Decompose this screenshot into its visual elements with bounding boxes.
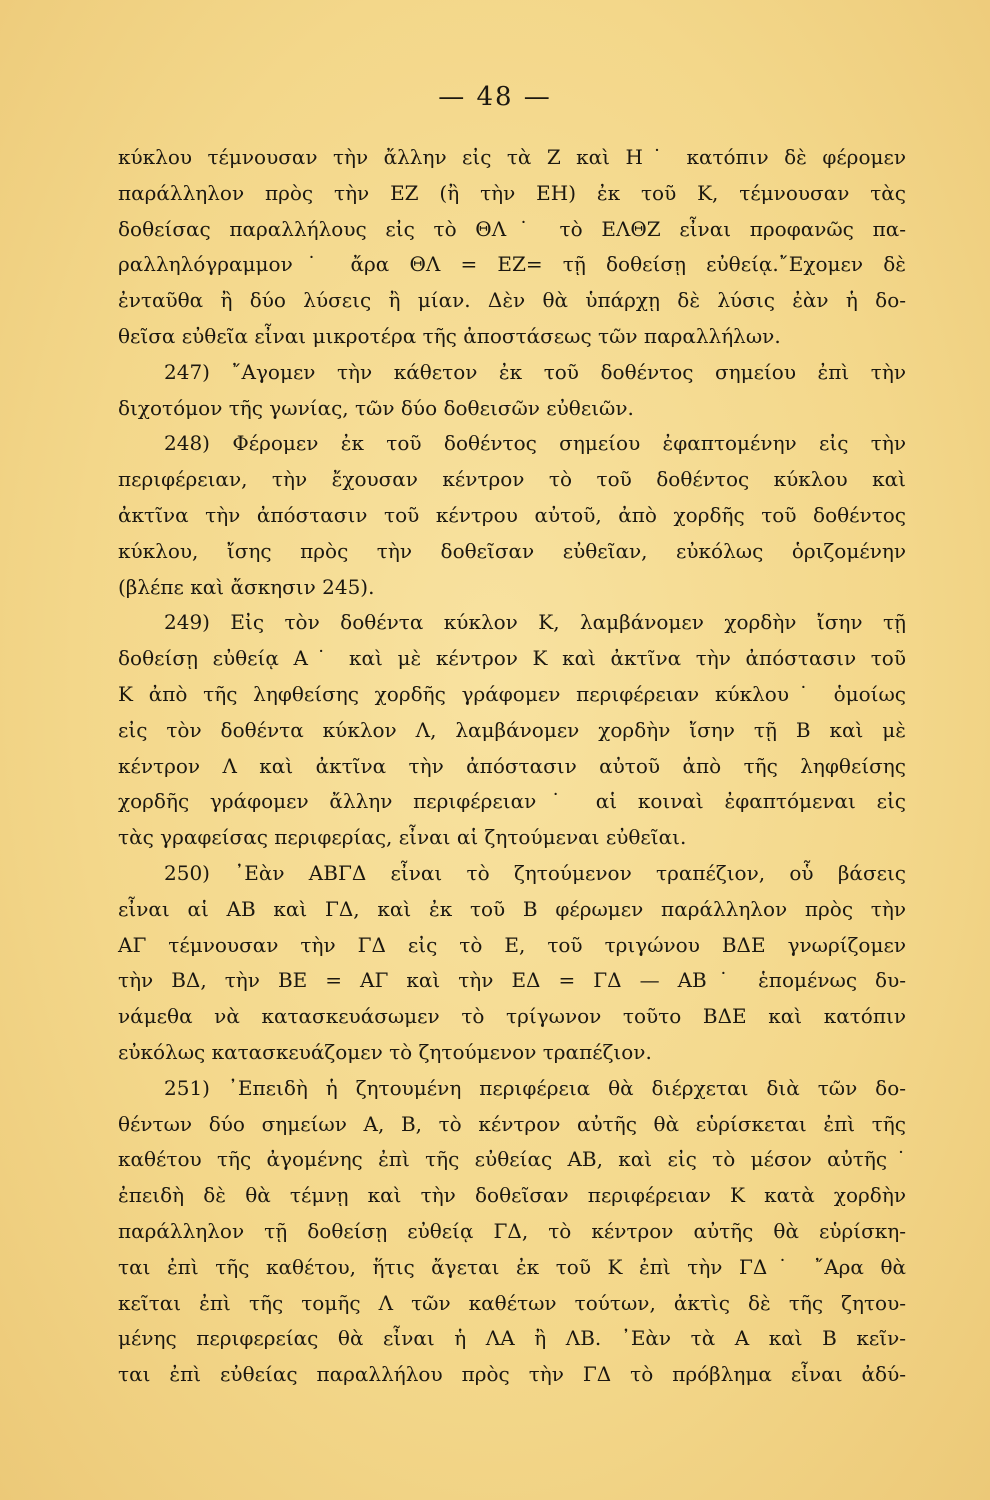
text-line: περιφέρειαν, τὴν ἔχουσαν κέντρον τὸ τοῦ δοθέντος κύκλου καὶ (118, 467, 906, 492)
text-line: ται ἐπὶ τῆς καθέτου, ἥτις ἄγεται ἐκ τοῦ Κ ἐπὶ τὴν ΓΔ˙ ῎Αρα θὰ (118, 1254, 906, 1279)
text-line: ἐπειδὴ δὲ θὰ τέμνῃ καὶ τὴν δοθεῖσαν περιφέρειαν Κ κατὰ χορδὴν (118, 1183, 906, 1208)
text-line: θεῖσα εὐθεῖα εἶναι μικροτέρα τῆς ἀποστάσεως τῶν παραλλήλων. (118, 323, 781, 348)
paragraph-249 (118, 605, 906, 856)
text-line: εἶναι αἱ ΑΒ καὶ ΓΔ, καὶ ἐκ τοῦ Β φέρωμεν παράλληλον πρὸς τὴν (118, 896, 906, 921)
text-line: ται ἐπὶ εὐθείας παραλλήλου πρὸς τὴν ΓΔ τὸ πρόβλημα εἶναι ἀδύ- (118, 1362, 906, 1387)
text-line: 249) Εἰς τὸν δοθέντα κύκλον Κ, λαμβάνομεν χορδὴν ἴσην τῇ (164, 610, 906, 635)
text-line: ΑΓ τέμνουσαν τὴν ΓΔ εἰς τὸ Ε, τοῦ τριγώνου ΒΔΕ γνωρίζομεν (118, 932, 906, 957)
paragraph-251 (118, 1071, 906, 1393)
text-line: παράλληλον πρὸς τὴν ΕΖ (ἢ τὴν ΕΗ) ἐκ τοῦ Κ, τέμνουσαν τὰς (118, 180, 906, 205)
text-line: κύκλου, ἴσης πρὸς τὴν δοθεῖσαν εὐθεῖαν, εὐκόλως ὁριζομένην (118, 538, 906, 563)
text-line: θέντων δύο σημείων Α, Β, τὸ κέντρον αὐτῆς θὰ εὑρίσκεται ἐπὶ τῆς (118, 1111, 906, 1136)
text-line: ραλληλόγραμμον˙ ἄρα ΘΛ = ΕΖ= τῇ δοθείσῃ εὐθείᾳ.῎Εχομεν δὲ (118, 252, 906, 277)
text-line: κεῖται ἐπὶ τῆς τομῆς Λ τῶν καθέτων τούτων, ἀκτὶς δὲ τῆς ζητου- (118, 1290, 906, 1315)
text-line: 250) ᾿Εὰν ΑΒΓΔ εἶναι τὸ ζητούμενον τραπέζιον, οὗ βάσεις (164, 860, 906, 885)
text-line: κύκλου τέμνουσαν τὴν ἄλλην εἰς τὰ Ζ καὶ Η˙ κατόπιν δὲ φέρομεν (118, 145, 906, 169)
text-line: δοθείσας παραλλήλους εἰς τὸ ΘΛ˙ τὸ ΕΛΘΖ εἶναι προφανῶς πα- (118, 216, 906, 241)
text-line: παράλληλον τῇ δοθείσῃ εὐθείᾳ ΓΔ, τὸ κέντρον αὐτῆς θὰ εὑρίσκη- (118, 1218, 906, 1243)
text-line: δοθείσῃ εὐθείᾳ Α˙ καὶ μὲ κέντρον Κ καὶ ἀκτῖνα τὴν ἀπόστασιν τοῦ (118, 646, 906, 671)
paragraph-248 (118, 426, 906, 605)
page-number: — 48 — (438, 82, 552, 112)
text-line: μένης περιφερείας θὰ εἶναι ἡ ΛΑ ἢ ΛΒ. ᾿Εὰν τὰ Α καὶ Β κεῖν- (118, 1326, 906, 1351)
text-line: καθέτου τῆς ἀγομένης ἐπὶ τῆς εὐθείας ΑΒ, καὶ εἰς τὸ μέσον αὐτῆς˙ (118, 1147, 906, 1172)
paragraph-247 (118, 355, 906, 427)
text-line: 251) ᾿Επειδὴ ἡ ζητουμένη περιφέρεια θὰ διέρχεται διὰ τῶν δο- (164, 1075, 906, 1100)
text-line: Κ ἀπὸ τῆς ληφθείσης χορδῆς γράφομεν περιφέρειαν κύκλου˙ ὁμοίως (118, 681, 906, 706)
text-line: εἰς τὸν δοθέντα κύκλον Λ, λαμβάνομεν χορδὴν ἴσην τῇ Β καὶ μὲ (118, 717, 906, 742)
text-line: ἐνταῦθα ἢ δύο λύσεις ἢ μίαν. Δὲν θὰ ὑπάρχῃ δὲ λύσις ἐὰν ἡ δο- (118, 288, 906, 313)
text-line: νάμεθα νὰ κατασκευάσωμεν τὸ τρίγωνον τοῦτο ΒΔΕ καὶ κατόπιν (118, 1004, 906, 1029)
text-line: (βλέπε καὶ ἄσκησιν 245). (118, 574, 375, 599)
text-line: χορδῆς γράφομεν ἄλλην περιφέρειαν˙ αἱ κοιναὶ ἐφαπτόμεναι εἰς (118, 789, 906, 814)
body-text (118, 140, 906, 1393)
text-line: εὐκόλως κατασκευάζομεν τὸ ζητούμενον τραπέζιον. (118, 1039, 652, 1064)
text-line: 248) Φέρομεν ἐκ τοῦ δοθέντος σημείου ἐφαπτομένην εἰς τὴν (164, 431, 906, 456)
text-line: τὴν ΒΔ, τὴν ΒΕ = ΑΓ καὶ τὴν ΕΔ = ΓΔ — ΑΒ˙ ἑπομένως δυ- (118, 968, 906, 993)
text-line: 247) ῎Αγομεν τὴν κάθετον ἐκ τοῦ δοθέντος σημείου ἐπὶ τὴν (164, 359, 906, 384)
text-line: διχοτόμον τῆς γωνίας, τῶν δύο δοθεισῶν εὐθειῶν. (118, 395, 634, 420)
paragraph-250 (118, 856, 906, 1071)
paragraph-continuation (118, 140, 906, 355)
text-line: τὰς γραφείσας περιφερίας, εἶναι αἱ ζητούμεναι εὐθεῖαι. (118, 825, 687, 850)
text-line: κέντρον Λ καὶ ἀκτῖνα τὴν ἀπόστασιν αὐτοῦ ἀπὸ τῆς ληφθείσης (118, 753, 906, 778)
text-line: ἀκτῖνα τὴν ἀπόστασιν τοῦ κέντρου αὐτοῦ, ἀπὸ χορδῆς τοῦ δοθέντος (118, 502, 906, 527)
